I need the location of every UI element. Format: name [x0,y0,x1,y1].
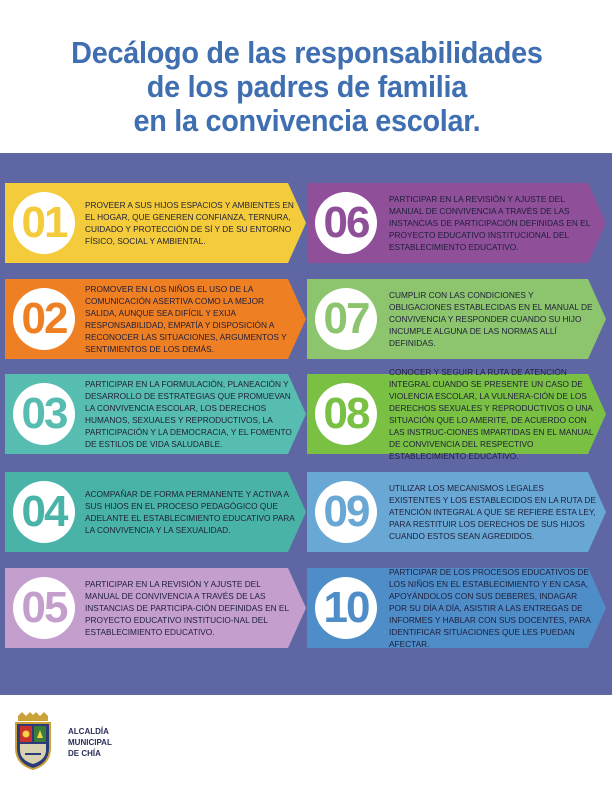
item-text: CUMPLIR CON LAS CONDICIONES Y OBLIGACIONES ESTABLECIDAS EN EL MANUAL DE CONVIVENCIA Y RESPONDER CUANDO SU HIJO INCUMPLE ALGUNA DE LAS NORMAS ALLÍ DEFINIDAS. [389,290,593,348]
municipality-line-3: DE CHÍA [68,749,101,758]
decalogue-item-10 [307,568,606,648]
decalogue-item-02 [5,279,306,359]
item-number: 01 [21,198,67,247]
decalogue-item-06 [307,183,606,263]
title-line-1: Decálogo de las responsabilidades [71,35,543,70]
decalogue-item-04 [5,472,306,552]
item-number: 04 [21,487,67,536]
item-text: PROVEER A SUS HIJOS ESPACIOS Y AMBIENTES EN EL HOGAR, QUE GENEREN CONFIANZA, TERNURA, CUIDADO Y PROTECCIÓN DE SÍ Y DE SU ENTORNO FÍSICO, SOCIAL Y AMBIENTAL. [85,200,294,246]
decalogue-item-03 [5,374,306,454]
municipality-line-2: MUNICIPAL [68,738,112,747]
decalogue-item-07 [307,279,606,359]
decalogue-item-09 [307,472,606,552]
item-text: PARTICIPAR EN LA REVISIÓN Y AJUSTE DEL MANUAL DE CONVIVENCIA A TRAVÉS DE LAS INSTANCIAS DE PARTICIPA-CIÓN DEFINIDAS EN EL PROYECTO EDUCATIVO INSTITUCIO-NAL DEL ESTABLECIMIENTO EDUCATIVO. [85,579,289,637]
title-line-3: en la convivencia escolar. [133,103,481,138]
page-title [0,36,612,138]
item-number: 06 [323,198,369,247]
decalogue-item-05 [5,568,306,648]
item-number: 02 [21,294,67,343]
item-number: 10 [323,583,369,632]
decalogue-item-01 [5,183,306,263]
item-text: UTILIZAR LOS MECANISMOS LEGALES EXISTENTES Y LOS ESTABLECIDOS EN LA RUTA DE ATENCIÓN INTEGRAL A QUE SE REFIERE ESTA LEY, PARA RESTITUIR LOS DERECHOS DE SUS HIJOS CUANDO ESTOS SEAN AGREDIDOS. [389,483,596,541]
municipality-line-1: ALCALDÍA [68,727,109,736]
item-number: 08 [323,389,369,438]
title-line-2: de los padres de familia [146,69,467,104]
item-text: ACOMPAÑAR DE FORMA PERMANENTE Y ACTIVA A SUS HIJOS EN EL PROCESO PEDAGÓGICO QUE ADELANTE EL ESTABLECIMIENTO EDUCATIVO PARA LA CONVIVENCIA Y LA SEXUALIDAD. [85,489,295,535]
item-text: CONOCER Y SEGUIR LA RUTA DE ATENCIÓN INTEGRAL CUANDO SE PRESENTE UN CASO DE VIOLENCIA ESCOLAR, LA VULNERA-CIÓN DE LOS DERECHOS SEXUALES Y REPRODUCTIVOS O UNA SITUACIÓN QUE LO AMERITE, DE ACUERDO CON LAS INSTRUC-CIONES IMPARTIDAS EN EL MANUAL DE CONVIVENCIA DEL RESPECTIVO ESTABLECIMIENTO EDUCATIVO. [389,367,594,461]
item-text: PARTICIPAR DE LOS PROCESOS EDUCATIVOS DE LOS NIÑOS EN EL ESTABLECIMIENTO Y EN CASA, APOYÁNDOLOS CON SUS DEBERES, INDAGAR POR SU DÍA A DÍA, ASISTIR A LAS ENTREGAS DE INFORMES Y HABLAR CON SUS DOCENTES, PARA IDENTIFICAR SITUACIONES QUE LES PUEDAN AFECTAR. [389,567,591,649]
item-text: PROMOVER EN LOS NIÑOS EL USO DE LA COMUNICACIÓN ASERTIVA COMO LA MEJOR SALIDA, AUNQUE SEA DIFÍCIL Y EXIJA RESPONSABILIDAD, EMPATÍA Y DISPOSICIÓN A RECONOCER LAS SITUACIONES, ARGUMENTOS Y SENTIMIENTOS DE LOS DEMÁS. [85,284,287,354]
municipality-name [68,726,158,759]
item-number: 05 [21,583,67,632]
item-number: 03 [21,389,67,438]
item-number: 09 [323,487,369,536]
item-text: PARTICIPAR EN LA REVISIÓN Y AJUSTE DEL MANUAL DE CONVIVENCIA A TRAVÉS DE LAS INSTANCIAS DE PARTICIPACIÓN DEFINIDAS EN EL PROYECTO EDUCATIVO INSTITUCIONAL DEL ESTABLECIMIENTO EDUCATIVO. [389,194,591,252]
coat-of-arms-icon [12,712,54,770]
item-number: 07 [323,294,369,343]
item-text: PARTICIPAR EN LA FORMULACIÓN, PLANEACIÓN Y DESARROLLO DE ESTRATEGIAS QUE PROMUEVAN LA CONVIVENCIA ESCOLAR, LOS DERECHOS HUMANOS, SEXUALES Y REPRODUCTIVOS, LA PARTICIPACIÓN Y LA DEMOCRACIA, Y EL FOMENTO DE ESTILOS DE VIDA SALUDABLE. [85,379,292,449]
decalogue-item-08 [307,367,606,461]
